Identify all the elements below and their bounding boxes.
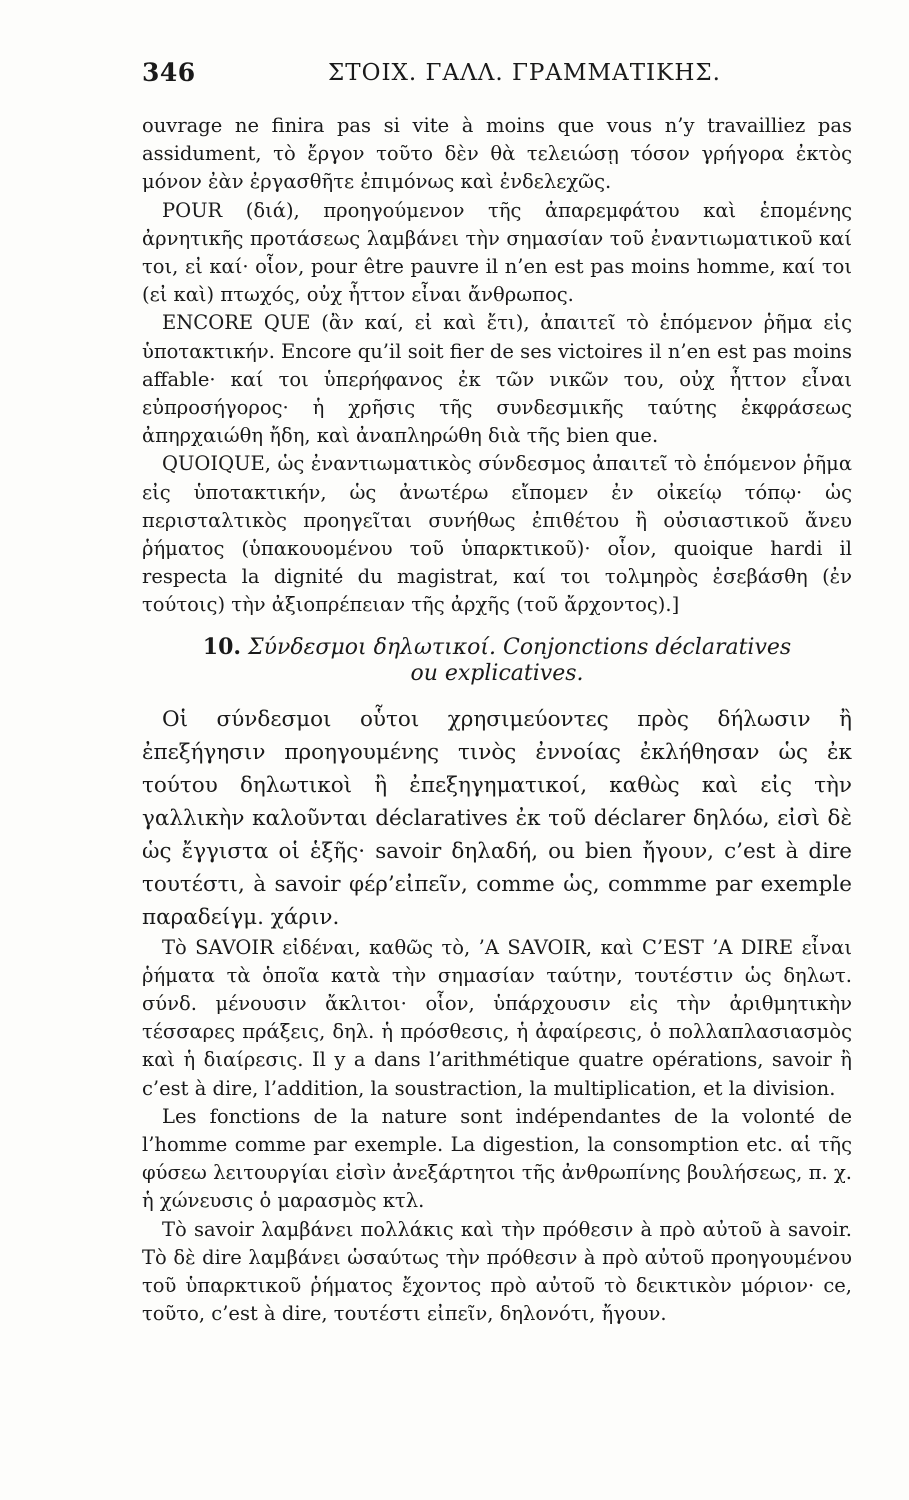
paragraph-ouvrage: ouvrage ne finira pas si vite à moins que vous n’y travailliez pas assidument, τὸ ἔργον τοῦτο δὲν θὰ τελειώσῃ τόσον γρήγορα ἐκτὸς μόνον ἐὰν ἐργασθῆτε ἐπιμόνως καὶ ἐνδελεχῶς. bbox=[142, 114, 852, 194]
section-title-line2: ou explicatives. bbox=[410, 660, 584, 686]
paragraph-declaratives-intro: Οἱ σύνδεσμοι οὗτοι χρησιμεύοντες πρὸς δήλωσιν ἢ ἐπεξήγησιν προηγουμένης τινὸς ἐννοίας ἐκλήθησαν ὡς ἐκ τούτου δηλωτικοὶ ἢ ἐπεξηγηματικοί, καθὼς καὶ εἰς τὴν γαλλικὴν καλοῦνται déclaratives ἐκ τοῦ déclarer δηλόω, εἰσὶ δὲ ὡς ἔγγιστα οἱ ἑξῆς· savoir δηλαδή, ou bien ἤγουν, c’est à dire τουτέστι, à savoir φέρ’εἰπεῖν, comme ὡς, commme par exemple παραδείγμ. χάριν. bbox=[142, 706, 852, 930]
page-number: 346 bbox=[142, 58, 196, 87]
section-heading bbox=[142, 634, 852, 687]
body-text bbox=[142, 112, 852, 1329]
paragraph-preposition-a: Τὸ savoir λαμβάνει πολλάκις καὶ τὴν πρόθεσιν à πρὸ αὐτοῦ à savoir. Τὸ δὲ dire λαμβάνει ὡσαύτως τὴν πρόθεσιν à πρὸ αὐτοῦ προηγουμένου τοῦ ὑπαρκτικοῦ ῥήματος ἔχοντος πρὸ αὐτοῦ τὸ δεικτικὸν μόριον· ce, τοῦτο, c’est à dire, τουτέστι εἰπεῖν, δηλονότι, ἤγουν. bbox=[142, 1217, 852, 1326]
section-title-line1: Σύνδεσμοι δηλωτικοί. Conjonctions déclaratives bbox=[248, 634, 792, 660]
paragraph-pour: POUR (διά), προηγούμενον τῆς ἀπαρεμφάτου καὶ ἑπομένης ἀρνητικῆς προτάσεως λαμβάνει τὴν σημασίαν τοῦ ἐναντιωματικοῦ καί τοι, εἰ καί· οἷον, pour être pauvre il n’en est pas moins homme, καί τοι (εἰ καὶ) πτωχός, οὐχ ἧττον εἶναι ἄνθρωπος. bbox=[142, 198, 852, 307]
section-number: 10. bbox=[202, 633, 242, 660]
paragraph-encore-que: ENCORE QUE (ἂν καί, εἰ καὶ ἔτι), ἀπαιτεῖ τὸ ἑπόμενον ῥῆμα εἰς ὑποτακτικήν. Encore qu’il soit fier de ses victoires il n’en est pas moins affable· καί τοι ὑπερήφανος ἐκ τῶν νικῶν του, οὐχ ἧττον εἶναι εὐπροσήγορος· ἡ χρῆσις τῆς συνδεσμικῆς ταύτης ἐκφράσεως ἀπηρχαιώθη ἤδη, καὶ ἀναπληρώθη διὰ τῆς bien que. bbox=[142, 311, 852, 448]
paragraph-fonctions: Les fonctions de la nature sont indépendantes de la volonté de l’homme comme par exemple. La digestion, la consomption etc. αἱ τῆς φύσεω λειτουργίαι εἰσὶν ἀνεξάρτητοι τῆς ἀνθρωπίνης βουλήσεως, π. χ. ἡ χώνευσις ὁ μαρασμὸς κτλ. bbox=[142, 1104, 852, 1213]
paragraph-savoir: Τὸ SAVOIR εἰδέναι, καθῶς τὸ, ’A SAVOIR, καὶ C’EST ’A DIRE εἶναι ῥήματα τὰ ὁποῖα κατὰ τὴν σημασίαν ταύτην, τουτέστιν ὡς δηλωτ. σύνδ. μένουσιν ἄκλιτοι· οἷον, ὑπάρχουσιν εἰς τὴν ἀριθμητικὴν τέσσαρες πράξεις, δηλ. ἡ πρόσθεσις, ἡ ἀφαίρεσις, ὁ πολλαπλασιασμὸς καὶ ἡ διαίρεσις. Il y a dans l’arithmétique quatre opérations, savoir ἢ c’est à dire, l’addition, la soustraction, la multiplication, et la division. bbox=[142, 935, 852, 1100]
running-title: ΣΤΟΙΧ. ΓΑΛΛ. ΓΡΑΜΜΑΤΙΚΗΣ. bbox=[328, 60, 721, 86]
paragraph-quoique: QUOIQUE, ὡς ἐναντιωματικὸς σύνδεσμος ἀπαιτεῖ τὸ ἑπόμενον ῥῆμα εἰς ὑποτακτικήν, ὡς ἀνωτέρω εἴπομεν ἐν οἰκείῳ τόπῳ· ὡς περισταλτικὸς προηγεῖται συνήθως ἐπιθέτου ἢ οὐσιαστικοῦ ἄνευ ῥήματος (ὑπακουομένου τοῦ ὑπαρκτικοῦ)· οἷον, quoique hardi il respecta la dignité du magistrat, καί τοι τολμηρὸς ἐσεβάσθη (ἐν τούτοις) τὴν ἀξιοπρέπειαν τῆς ἀρχῆς (τοῦ ἄρχοντος).] bbox=[142, 452, 852, 617]
running-head bbox=[138, 58, 838, 92]
